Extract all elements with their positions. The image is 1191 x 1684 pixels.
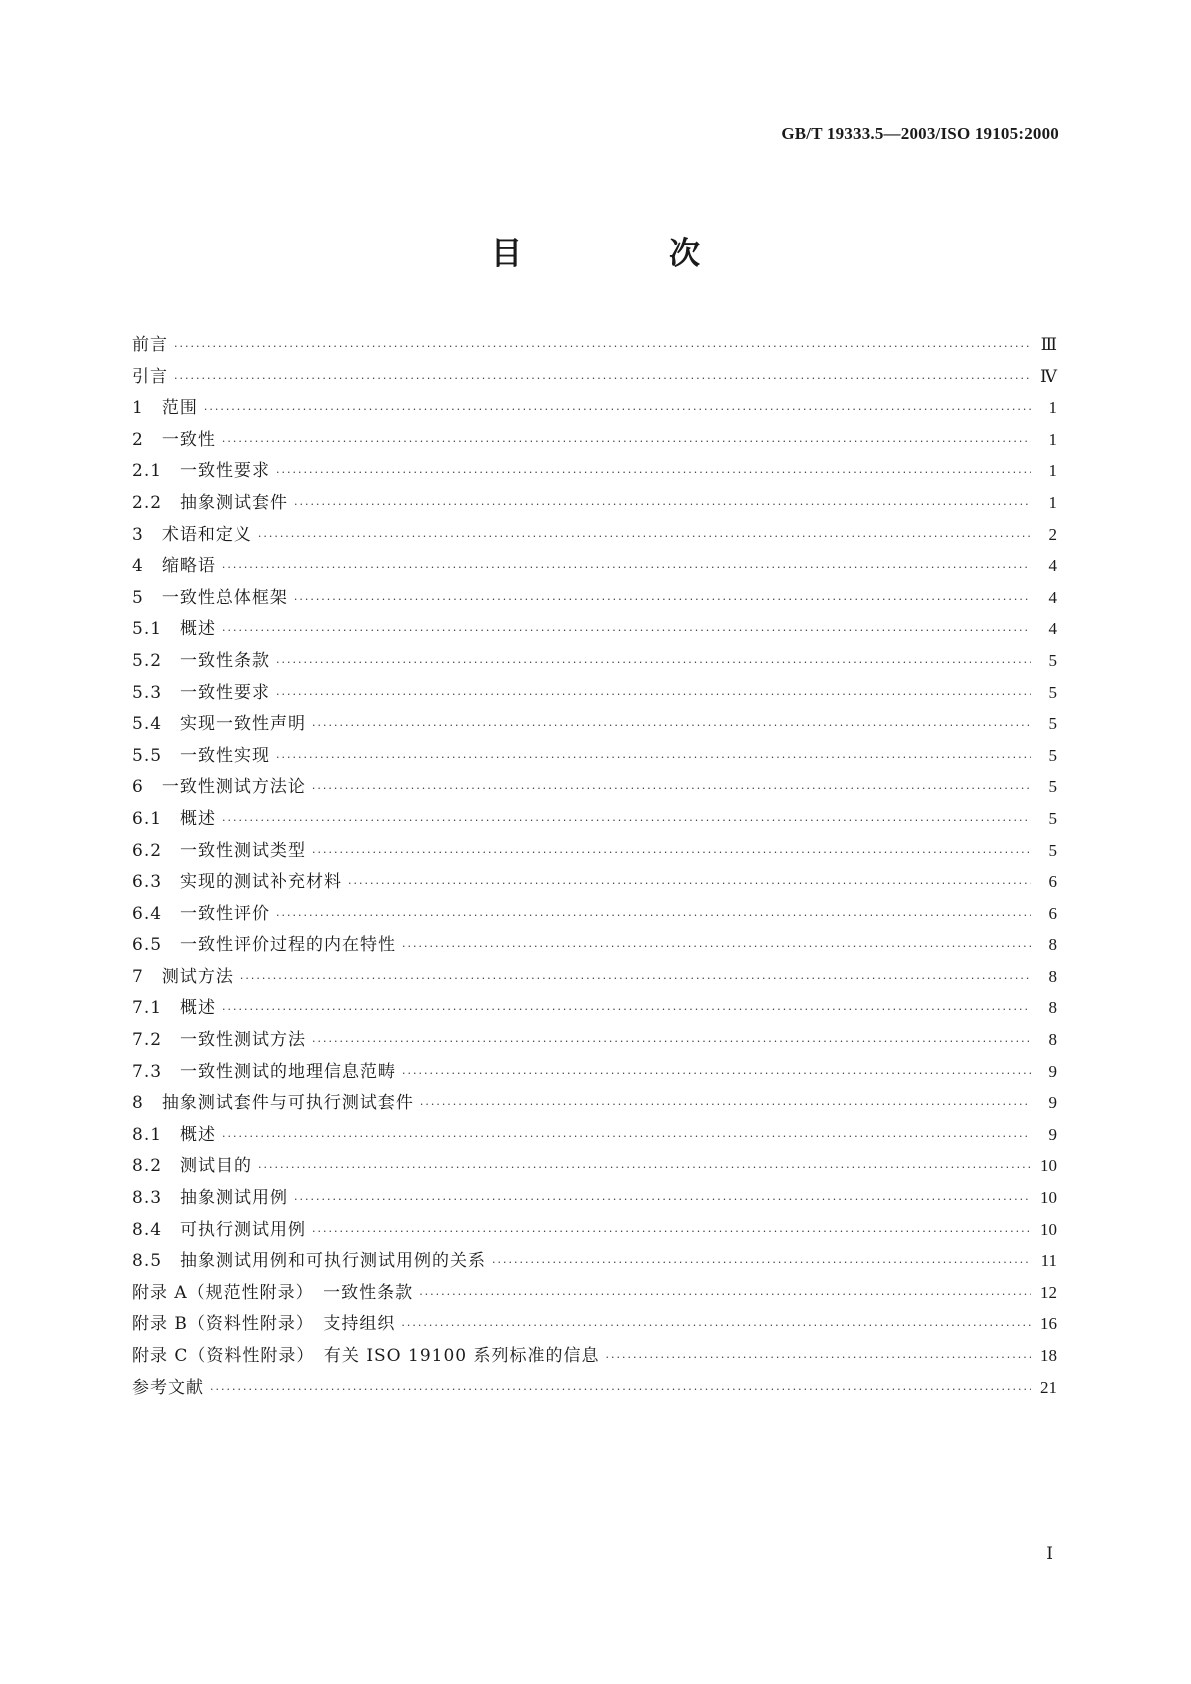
toc-entry-page: 10 (1040, 1188, 1057, 1208)
toc-entry[interactable] (132, 772, 1057, 804)
toc-leader-dots (210, 1384, 1031, 1395)
toc-entry-page: 8 (1048, 935, 1057, 955)
toc-entry-label: 2.1 一致性要求 (132, 461, 271, 482)
toc-entry-label: 4 缩略语 (132, 556, 216, 577)
toc-entry-label: 5.4 实现一致性声明 (132, 714, 307, 735)
toc-leader-dots (419, 1289, 1031, 1300)
toc-entry-page: 1 (1048, 429, 1057, 449)
toc-entry-label: 1 范围 (132, 398, 198, 419)
toc-entry[interactable] (132, 993, 1057, 1025)
standard-code: GB/T 19333.5—2003/ISO 19105:2000 (781, 124, 1059, 143)
toc-leader-dots (606, 1352, 1032, 1363)
toc-entry-label: 引言 (132, 366, 168, 387)
toc-leader-dots (402, 1068, 1031, 1079)
toc-entry[interactable] (132, 1088, 1057, 1120)
toc-entry-page: 1 (1048, 492, 1057, 512)
toc-leader-dots (222, 562, 1031, 573)
toc-entry-page: 16 (1040, 1314, 1057, 1334)
toc-leader-dots (401, 1320, 1031, 1331)
toc-entry[interactable] (132, 1309, 1057, 1341)
toc-entry-label: 5.1 概述 (132, 619, 217, 640)
toc-entry[interactable] (132, 551, 1057, 583)
toc-entry[interactable] (132, 1341, 1057, 1373)
toc-entry-page: 4 (1048, 587, 1057, 607)
toc-entry-label: 6.5 一致性评价过程的内在特性 (132, 935, 397, 956)
toc-entry-label: 7.2 一致性测试方法 (132, 1030, 307, 1051)
toc-entry[interactable] (132, 488, 1057, 520)
toc-entry-page: 5 (1048, 840, 1057, 860)
toc-entry[interactable] (132, 1151, 1057, 1183)
toc-leader-dots (294, 499, 1031, 510)
toc-entry-page: 5 (1048, 682, 1057, 702)
toc-leader-dots (222, 1004, 1031, 1015)
toc-entry-label: 6.3 实现的测试补充材料 (132, 872, 343, 893)
toc-entry-label: 附录 B（资料性附录） 支持组织 (132, 1314, 396, 1335)
toc-leader-dots (312, 720, 1031, 731)
toc-entry-page: 5 (1048, 714, 1057, 734)
toc-entry[interactable] (132, 867, 1057, 899)
toc-entry-label: 7.1 概述 (132, 998, 217, 1019)
toc-leader-dots (222, 625, 1031, 636)
toc-entry-label: 2.2 抽象测试套件 (132, 492, 289, 513)
toc-entry-label: 8 抽象测试套件与可执行测试套件 (132, 1093, 414, 1114)
toc-leader-dots (402, 941, 1031, 952)
toc-leader-dots (294, 594, 1031, 605)
toc-entry[interactable] (132, 930, 1057, 962)
toc-leader-dots (174, 373, 1031, 384)
toc-entry-page: 4 (1048, 619, 1057, 639)
toc-entry[interactable] (132, 1215, 1057, 1247)
toc-leader-dots (258, 531, 1031, 542)
toc-entry[interactable] (132, 362, 1057, 394)
toc-entry[interactable] (132, 1057, 1057, 1089)
toc-entry-label: 前言 (132, 335, 168, 355)
toc-entry-page: 5 (1048, 777, 1057, 797)
toc-entry-label: 5.3 一致性要求 (132, 682, 271, 703)
toc-entry-label: 5.2 一致性条款 (132, 650, 271, 671)
toc-entry-page: 6 (1048, 872, 1057, 892)
toc-entry-label: 附录 A（规范性附录） 一致性条款 (132, 1282, 414, 1303)
toc-entry-page: 4 (1048, 556, 1057, 576)
toc-entry-page: 5 (1048, 808, 1057, 828)
toc-leader-dots (240, 973, 1031, 984)
toc-entry-label: 参考文献 (132, 1377, 204, 1398)
toc-leader-dots (492, 1257, 1031, 1268)
toc-entry[interactable] (132, 741, 1057, 773)
toc-entry[interactable] (132, 1120, 1057, 1152)
toc-entry[interactable] (132, 804, 1057, 836)
toc-entry[interactable] (132, 425, 1057, 457)
toc-entry-page: 5 (1048, 650, 1057, 670)
toc-entry[interactable] (132, 962, 1057, 994)
toc-leader-dots (294, 1194, 1031, 1205)
toc-entry[interactable] (132, 646, 1057, 678)
toc-entry-page: 1 (1048, 461, 1057, 481)
toc-entry-page: 12 (1040, 1282, 1057, 1302)
toc-leader-dots (312, 1226, 1031, 1237)
toc-entry-page: 9 (1048, 1124, 1057, 1144)
toc-leader-dots (276, 752, 1031, 763)
toc-leader-dots (420, 1099, 1031, 1110)
toc-entry[interactable] (132, 836, 1057, 868)
toc-entry[interactable] (132, 678, 1057, 710)
toc-entry-page: 9 (1048, 1061, 1057, 1081)
toc-entry[interactable] (132, 1246, 1057, 1278)
toc-entry[interactable] (132, 1183, 1057, 1215)
toc-entry-label: 7.3 一致性测试的地理信息范畴 (132, 1061, 397, 1082)
toc-entry-page: Ⅲ (1040, 335, 1057, 354)
toc-entry-label: 2 一致性 (132, 429, 216, 450)
toc-entry-label: 8.4 可执行测试用例 (132, 1219, 307, 1240)
toc-entry-label: 5.5 一致性实现 (132, 745, 271, 766)
toc-leader-dots (348, 878, 1031, 889)
toc-entry-page: 10 (1040, 1219, 1057, 1239)
toc-entry[interactable] (132, 520, 1057, 552)
toc-entry-page: 8 (1048, 998, 1057, 1018)
toc-leader-dots (276, 910, 1031, 921)
toc-entry[interactable] (132, 456, 1057, 488)
toc-entry-page: 2 (1048, 524, 1057, 544)
page-title: 目 次 (491, 236, 758, 272)
toc-entry-label: 3 术语和定义 (132, 524, 252, 545)
toc-entry-label: 8.5 抽象测试用例和可执行测试用例的关系 (132, 1251, 487, 1272)
toc-entry[interactable] (132, 1278, 1057, 1310)
toc-entry-page: Ⅳ (1040, 366, 1057, 386)
toc-leader-dots (222, 436, 1031, 447)
page-number: Ⅰ (1046, 1544, 1053, 1563)
toc-leader-dots (222, 815, 1031, 826)
toc-entry-label: 6.2 一致性测试类型 (132, 840, 307, 861)
toc-entry[interactable] (132, 583, 1057, 615)
toc-entry-label: 6.4 一致性评价 (132, 903, 271, 924)
toc-leader-dots (222, 1131, 1031, 1142)
toc-leader-dots (276, 689, 1031, 700)
toc-entry-page: 6 (1048, 903, 1057, 923)
toc-leader-dots (258, 1162, 1031, 1173)
toc-leader-dots (312, 1036, 1031, 1047)
toc-leader-dots (174, 341, 1031, 352)
toc-leader-dots (204, 404, 1031, 415)
toc-entry-page: 5 (1048, 745, 1057, 765)
toc-entry-page: 9 (1048, 1093, 1057, 1113)
toc-entry-label: 6 一致性测试方法论 (132, 777, 306, 798)
toc-entry[interactable] (132, 330, 1057, 362)
toc-entry-label: 7 测试方法 (132, 966, 234, 987)
toc-entry-label: 8.1 概述 (132, 1124, 217, 1145)
toc-entry[interactable] (132, 1025, 1057, 1057)
toc-entry-page: 11 (1040, 1251, 1057, 1271)
toc-entry-page: 8 (1048, 966, 1057, 986)
toc-entry[interactable] (132, 393, 1057, 425)
toc-entry-page: 18 (1040, 1346, 1057, 1365)
toc-leader-dots (312, 847, 1031, 858)
toc-entry[interactable] (132, 1373, 1057, 1405)
table-of-contents (132, 330, 1057, 1404)
toc-entry-page: 1 (1048, 398, 1057, 418)
toc-entry[interactable] (132, 614, 1057, 646)
toc-entry[interactable] (132, 709, 1057, 741)
toc-entry-page: 21 (1040, 1377, 1057, 1397)
toc-entry-label: 8.3 抽象测试用例 (132, 1188, 289, 1209)
toc-entry-label: 附录 C（资料性附录） 有关 ISO 19100 系列标准的信息 (132, 1346, 600, 1366)
toc-leader-dots (276, 467, 1031, 478)
toc-leader-dots (276, 657, 1031, 668)
toc-entry-label: 6.1 概述 (132, 808, 217, 829)
toc-entry-page: 8 (1048, 1030, 1057, 1050)
toc-entry-label: 8.2 测试目的 (132, 1156, 253, 1177)
toc-entry-page: 10 (1040, 1156, 1057, 1176)
toc-entry-label: 5 一致性总体框架 (132, 587, 288, 608)
toc-leader-dots (312, 783, 1031, 794)
toc-entry[interactable] (132, 899, 1057, 931)
